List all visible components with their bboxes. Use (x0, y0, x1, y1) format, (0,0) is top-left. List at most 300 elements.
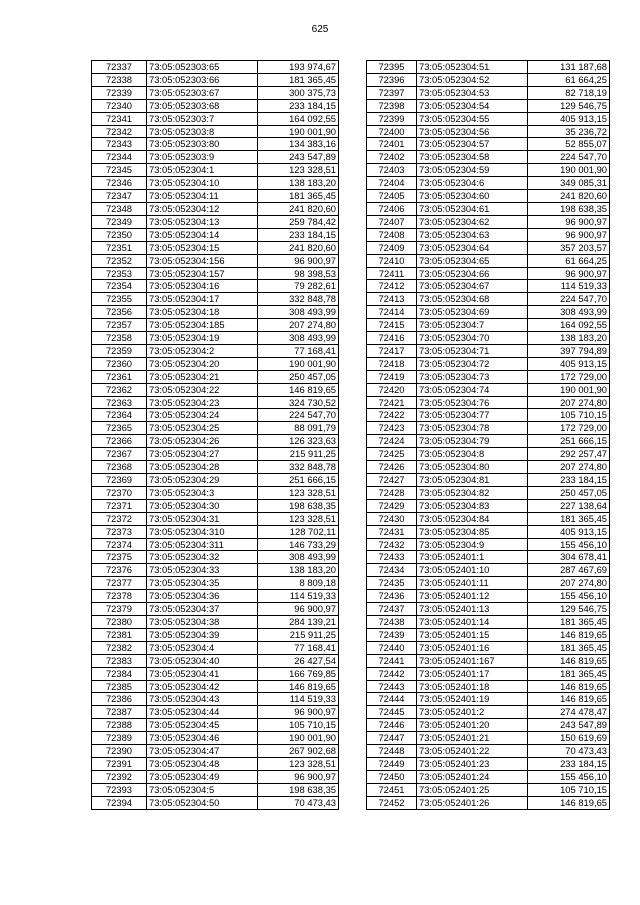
table-row (92, 241, 339, 254)
cadastral-number: 73:05:052304:26 (147, 435, 258, 448)
cadastral-number: 73:05:052304:83 (417, 499, 528, 512)
row-number: 72429 (367, 499, 417, 512)
row-number: 72369 (92, 474, 147, 487)
cadastral-number: 73:05:052304:77 (417, 409, 528, 422)
row-number: 72379 (92, 603, 147, 616)
row-number: 72441 (367, 654, 417, 667)
cadastral-value: 146 733,29 (258, 538, 339, 551)
row-number: 72408 (367, 228, 417, 241)
row-number: 72422 (367, 409, 417, 422)
cadastral-value: 123 328,51 (258, 486, 339, 499)
table-row (92, 486, 339, 499)
cadastral-value: 166 769,85 (258, 667, 339, 680)
row-number: 72412 (367, 280, 417, 293)
cadastral-number: 73:05:052304:74 (417, 383, 528, 396)
row-number: 72396 (367, 73, 417, 86)
row-number: 72428 (367, 486, 417, 499)
cadastral-number: 73:05:052304:55 (417, 112, 528, 125)
row-number: 72376 (92, 564, 147, 577)
cadastral-value: 181 365,45 (258, 73, 339, 86)
table-row (367, 486, 610, 499)
table-row (92, 525, 339, 538)
row-number: 72375 (92, 551, 147, 564)
cadastral-value: 308 493,99 (258, 551, 339, 564)
cadastral-value: 241 820,60 (258, 241, 339, 254)
cadastral-number: 73:05:052401:26 (417, 796, 528, 809)
cadastral-value: 181 365,45 (528, 615, 610, 628)
cadastral-number: 73:05:052304:2 (147, 344, 258, 357)
table-row (92, 732, 339, 745)
table-row (92, 228, 339, 241)
row-number: 72366 (92, 435, 147, 448)
cadastral-value: 259 784,42 (258, 215, 339, 228)
cadastral-value: 123 328,51 (258, 164, 339, 177)
row-number: 72391 (92, 757, 147, 770)
cadastral-number: 73:05:052304:78 (417, 422, 528, 435)
row-number: 72392 (92, 770, 147, 783)
cadastral-number: 73:05:052303:66 (147, 73, 258, 86)
cadastral-number: 73:05:052304:17 (147, 293, 258, 306)
table-row (92, 796, 339, 809)
row-number: 72382 (92, 641, 147, 654)
row-number: 72360 (92, 357, 147, 370)
table-row (367, 680, 610, 693)
row-number: 72440 (367, 641, 417, 654)
cadastral-value: 146 819,65 (258, 680, 339, 693)
cadastral-number: 73:05:052304:22 (147, 383, 258, 396)
cadastral-value: 172 729,00 (528, 422, 610, 435)
cadastral-number: 73:05:052401:15 (417, 628, 528, 641)
row-number: 72357 (92, 319, 147, 332)
cadastre-table-right (366, 60, 610, 810)
cadastral-value: 77 168,41 (258, 641, 339, 654)
table-body-right (367, 61, 610, 810)
cadastral-value: 88 091,79 (258, 422, 339, 435)
cadastral-value: 181 365,45 (258, 190, 339, 203)
cadastral-number: 73:05:052304:70 (417, 332, 528, 345)
cadastral-number: 73:05:052401:1 (417, 551, 528, 564)
row-number: 72341 (92, 112, 147, 125)
cadastral-number: 73:05:052304:19 (147, 332, 258, 345)
row-number: 72401 (367, 138, 417, 151)
cadastral-value: 82 718,19 (528, 86, 610, 99)
cadastral-value: 79 282,61 (258, 280, 339, 293)
cadastral-value: 287 467,69 (528, 564, 610, 577)
cadastral-value: 105 710,15 (528, 409, 610, 422)
cadastral-number: 73:05:052304:85 (417, 525, 528, 538)
cadastral-value: 292 257,47 (528, 448, 610, 461)
cadastral-value: 138 183,20 (528, 332, 610, 345)
table-row (92, 396, 339, 409)
cadastral-number: 73:05:052401:18 (417, 680, 528, 693)
table-row (367, 61, 610, 74)
table-row (92, 654, 339, 667)
cadastral-number: 73:05:052304:63 (417, 228, 528, 241)
row-number: 72359 (92, 344, 147, 357)
table-row (367, 241, 610, 254)
cadastral-value: 241 820,60 (528, 190, 610, 203)
row-number: 72381 (92, 628, 147, 641)
table-row (92, 357, 339, 370)
table-row (367, 138, 610, 151)
cadastral-number: 73:05:052401:13 (417, 603, 528, 616)
row-number: 72430 (367, 512, 417, 525)
table-row (367, 228, 610, 241)
cadastral-value: 129 546,75 (528, 603, 610, 616)
cadastral-value: 26 427,54 (258, 654, 339, 667)
table-row (92, 770, 339, 783)
cadastral-value: 233 184,15 (258, 228, 339, 241)
table-row (92, 512, 339, 525)
table-row (367, 641, 610, 654)
table-row (367, 383, 610, 396)
table-row (92, 151, 339, 164)
cadastral-number: 73:05:052304:46 (147, 732, 258, 745)
cadastral-number: 73:05:052304:44 (147, 706, 258, 719)
row-number: 72387 (92, 706, 147, 719)
cadastral-number: 73:05:052304:32 (147, 551, 258, 564)
table-row (367, 177, 610, 190)
table-row (367, 551, 610, 564)
table-row (92, 383, 339, 396)
table-row (92, 73, 339, 86)
table-row (92, 306, 339, 319)
cadastral-number: 73:05:052401:22 (417, 745, 528, 758)
table-row (367, 422, 610, 435)
cadastral-value: 397 794,89 (528, 344, 610, 357)
cadastral-value: 96 900,97 (258, 706, 339, 719)
cadastral-value: 274 478,47 (528, 706, 610, 719)
table-row (367, 409, 610, 422)
cadastral-value: 96 900,97 (258, 770, 339, 783)
table-row (367, 448, 610, 461)
table-row (92, 254, 339, 267)
cadastral-number: 73:05:052304:81 (417, 474, 528, 487)
cadastral-value: 198 638,35 (258, 499, 339, 512)
cadastral-value: 349 085,31 (528, 177, 610, 190)
row-number: 72410 (367, 254, 417, 267)
cadastral-number: 73:05:052304:68 (417, 293, 528, 306)
table-row (92, 628, 339, 641)
cadastral-number: 73:05:052401:21 (417, 732, 528, 745)
cadastral-value: 96 900,97 (528, 228, 610, 241)
row-number: 72385 (92, 680, 147, 693)
table-row (92, 344, 339, 357)
table-row (92, 499, 339, 512)
row-number: 72444 (367, 693, 417, 706)
row-number: 72443 (367, 680, 417, 693)
table-row (367, 732, 610, 745)
row-number: 72420 (367, 383, 417, 396)
row-number: 72403 (367, 164, 417, 177)
row-number: 72349 (92, 215, 147, 228)
cadastral-value: 164 092,55 (258, 112, 339, 125)
cadastral-number: 73:05:052304:66 (417, 267, 528, 280)
cadastral-value: 250 457,05 (528, 486, 610, 499)
cadastral-number: 73:05:052304:82 (417, 486, 528, 499)
cadastral-value: 224 547,70 (528, 151, 610, 164)
table-row (367, 190, 610, 203)
cadastral-value: 126 323,63 (258, 435, 339, 448)
cadastral-number: 73:05:052304:14 (147, 228, 258, 241)
row-number: 72418 (367, 357, 417, 370)
cadastral-number: 73:05:052304:157 (147, 267, 258, 280)
row-number: 72383 (92, 654, 147, 667)
row-number: 72390 (92, 745, 147, 758)
cadastral-value: 190 001,90 (258, 357, 339, 370)
cadastral-value: 207 274,80 (528, 461, 610, 474)
row-number: 72348 (92, 202, 147, 215)
cadastral-value: 155 456,10 (528, 770, 610, 783)
cadastral-number: 73:05:052304:6 (417, 177, 528, 190)
table-row (367, 319, 610, 332)
cadastral-number: 73:05:052304:47 (147, 745, 258, 758)
cadastral-number: 73:05:052304:56 (417, 125, 528, 138)
row-number: 72355 (92, 293, 147, 306)
cadastral-value: 224 547,70 (258, 409, 339, 422)
table-row (367, 512, 610, 525)
cadastral-value: 138 183,20 (258, 564, 339, 577)
cadastral-value: 114 519,33 (258, 590, 339, 603)
row-number: 72388 (92, 719, 147, 732)
row-number: 72394 (92, 796, 147, 809)
cadastral-number: 73:05:052304:40 (147, 654, 258, 667)
cadastral-number: 73:05:052401:19 (417, 693, 528, 706)
row-number: 72417 (367, 344, 417, 357)
cadastral-number: 73:05:052304:38 (147, 615, 258, 628)
row-number: 72393 (92, 783, 147, 796)
cadastral-number: 73:05:052303:80 (147, 138, 258, 151)
cadastral-value: 251 666,15 (528, 435, 610, 448)
table-row (92, 267, 339, 280)
cadastral-number: 73:05:052401:2 (417, 706, 528, 719)
cadastral-value: 308 493,99 (528, 306, 610, 319)
table-row (367, 254, 610, 267)
table-row (367, 396, 610, 409)
row-number: 72384 (92, 667, 147, 680)
row-number: 72370 (92, 486, 147, 499)
cadastral-number: 73:05:052401:12 (417, 590, 528, 603)
table-row (367, 654, 610, 667)
table-row (367, 280, 610, 293)
cadastral-value: 243 547,89 (528, 719, 610, 732)
cadastral-value: 164 092,55 (528, 319, 610, 332)
table-row (367, 474, 610, 487)
cadastral-number: 73:05:052304:80 (417, 461, 528, 474)
row-number: 72342 (92, 125, 147, 138)
table-row (367, 293, 610, 306)
row-number: 72399 (367, 112, 417, 125)
table-row (367, 357, 610, 370)
row-number: 72435 (367, 577, 417, 590)
cadastral-value: 146 819,65 (528, 693, 610, 706)
cadastral-value: 8 809,18 (258, 577, 339, 590)
cadastral-value: 146 819,65 (528, 796, 610, 809)
row-number: 72340 (92, 99, 147, 112)
table-row (92, 745, 339, 758)
row-number: 72438 (367, 615, 417, 628)
row-number: 72431 (367, 525, 417, 538)
row-number: 72351 (92, 241, 147, 254)
cadastral-number: 73:05:052401:11 (417, 577, 528, 590)
table-row (92, 370, 339, 383)
row-number: 72446 (367, 719, 417, 732)
row-number: 72427 (367, 474, 417, 487)
cadastral-number: 73:05:052304:51 (417, 61, 528, 74)
cadastral-number: 73:05:052303:67 (147, 86, 258, 99)
row-number: 72368 (92, 461, 147, 474)
cadastral-value: 61 664,25 (528, 254, 610, 267)
row-number: 72400 (367, 125, 417, 138)
row-number: 72414 (367, 306, 417, 319)
cadastral-number: 73:05:052304:53 (417, 86, 528, 99)
table-row (367, 164, 610, 177)
table-row (92, 86, 339, 99)
cadastral-number: 73:05:052304:61 (417, 202, 528, 215)
cadastral-value: 250 457,05 (258, 370, 339, 383)
cadastral-number: 73:05:052304:67 (417, 280, 528, 293)
cadastral-number: 73:05:052304:13 (147, 215, 258, 228)
cadastral-number: 73:05:052304:8 (417, 448, 528, 461)
row-number: 72415 (367, 319, 417, 332)
cadastral-number: 73:05:052401:167 (417, 654, 528, 667)
cadastral-number: 73:05:052401:25 (417, 783, 528, 796)
row-number: 72406 (367, 202, 417, 215)
cadastral-value: 251 666,15 (258, 474, 339, 487)
cadastral-number: 73:05:052304:31 (147, 512, 258, 525)
cadastral-number: 73:05:052304:71 (417, 344, 528, 357)
row-number: 72389 (92, 732, 147, 745)
cadastral-value: 35 236,72 (528, 125, 610, 138)
cadastral-value: 193 974,67 (258, 61, 339, 74)
cadastral-number: 73:05:052401:17 (417, 667, 528, 680)
row-number: 72347 (92, 190, 147, 203)
cadastral-number: 73:05:052304:60 (417, 190, 528, 203)
cadastral-number: 73:05:052303:8 (147, 125, 258, 138)
table-row (92, 461, 339, 474)
cadastral-number: 73:05:052304:35 (147, 577, 258, 590)
cadastral-number: 73:05:052304:64 (417, 241, 528, 254)
cadastral-value: 172 729,00 (528, 370, 610, 383)
table-row (92, 615, 339, 628)
cadastral-value: 105 710,15 (258, 719, 339, 732)
table-row (92, 164, 339, 177)
row-number: 72354 (92, 280, 147, 293)
table-row (92, 680, 339, 693)
row-number: 72405 (367, 190, 417, 203)
row-number: 72426 (367, 461, 417, 474)
table-row (92, 99, 339, 112)
cadastral-value: 146 819,65 (528, 628, 610, 641)
cadastral-value: 70 473,43 (258, 796, 339, 809)
row-number: 72361 (92, 370, 147, 383)
cadastral-value: 198 638,35 (258, 783, 339, 796)
row-number: 72434 (367, 564, 417, 577)
table-row (92, 215, 339, 228)
cadastral-number: 73:05:052304:7 (417, 319, 528, 332)
row-number: 72448 (367, 745, 417, 758)
cadastral-number: 73:05:052304:156 (147, 254, 258, 267)
row-number: 72373 (92, 525, 147, 538)
cadastral-number: 73:05:052304:18 (147, 306, 258, 319)
table-row (92, 125, 339, 138)
table-row (92, 538, 339, 551)
cadastral-value: 405 913,15 (528, 112, 610, 125)
table-row (92, 190, 339, 203)
cadastral-value: 207 274,80 (528, 577, 610, 590)
cadastral-number: 73:05:052304:79 (417, 435, 528, 448)
cadastral-value: 129 546,75 (528, 99, 610, 112)
table-row (367, 202, 610, 215)
table-row (367, 215, 610, 228)
row-number: 72358 (92, 332, 147, 345)
cadastral-value: 96 900,97 (258, 603, 339, 616)
cadastral-number: 73:05:052304:5 (147, 783, 258, 796)
row-number: 72398 (367, 99, 417, 112)
row-number: 72424 (367, 435, 417, 448)
table-row (367, 745, 610, 758)
table-row (367, 667, 610, 680)
cadastral-value: 146 819,65 (528, 680, 610, 693)
cadastral-value: 96 900,97 (258, 254, 339, 267)
table-row (367, 615, 610, 628)
table-row (367, 267, 610, 280)
cadastral-value: 215 911,25 (258, 448, 339, 461)
row-number: 72416 (367, 332, 417, 345)
cadastral-value: 181 365,45 (528, 667, 610, 680)
cadastral-value: 332 848,78 (258, 461, 339, 474)
cadastral-number: 73:05:052304:36 (147, 590, 258, 603)
row-number: 72339 (92, 86, 147, 99)
row-number: 72449 (367, 757, 417, 770)
cadastral-value: 284 139,21 (258, 615, 339, 628)
table-row (367, 719, 610, 732)
cadastral-value: 146 819,65 (528, 654, 610, 667)
row-number: 72445 (367, 706, 417, 719)
cadastral-value: 190 001,90 (528, 164, 610, 177)
table-row (367, 99, 610, 112)
cadastral-number: 73:05:052304:72 (417, 357, 528, 370)
cadastral-value: 134 383,16 (258, 138, 339, 151)
cadastral-value: 61 664,25 (528, 73, 610, 86)
table-row (367, 577, 610, 590)
cadastral-value: 190 001,90 (258, 732, 339, 745)
cadastral-value: 243 547,89 (258, 151, 339, 164)
cadastral-number: 73:05:052304:9 (417, 538, 528, 551)
table-row (367, 706, 610, 719)
row-number: 72451 (367, 783, 417, 796)
row-number: 72346 (92, 177, 147, 190)
cadastral-value: 98 398,53 (258, 267, 339, 280)
cadastral-number: 73:05:052304:24 (147, 409, 258, 422)
table-row (92, 693, 339, 706)
cadastral-value: 52 855,07 (528, 138, 610, 151)
cadastral-value: 304 678,41 (528, 551, 610, 564)
cadastral-number: 73:05:052304:16 (147, 280, 258, 293)
cadastral-number: 73:05:052304:28 (147, 461, 258, 474)
row-number: 72411 (367, 267, 417, 280)
row-number: 72432 (367, 538, 417, 551)
cadastral-value: 123 328,51 (258, 512, 339, 525)
row-number: 72397 (367, 86, 417, 99)
cadastral-value: 357 203,57 (528, 241, 610, 254)
row-number: 72450 (367, 770, 417, 783)
cadastral-number: 73:05:052304:185 (147, 319, 258, 332)
cadastral-number: 73:05:052304:62 (417, 215, 528, 228)
table-row (92, 564, 339, 577)
cadastral-number: 73:05:052304:42 (147, 680, 258, 693)
cadastral-number: 73:05:052304:27 (147, 448, 258, 461)
